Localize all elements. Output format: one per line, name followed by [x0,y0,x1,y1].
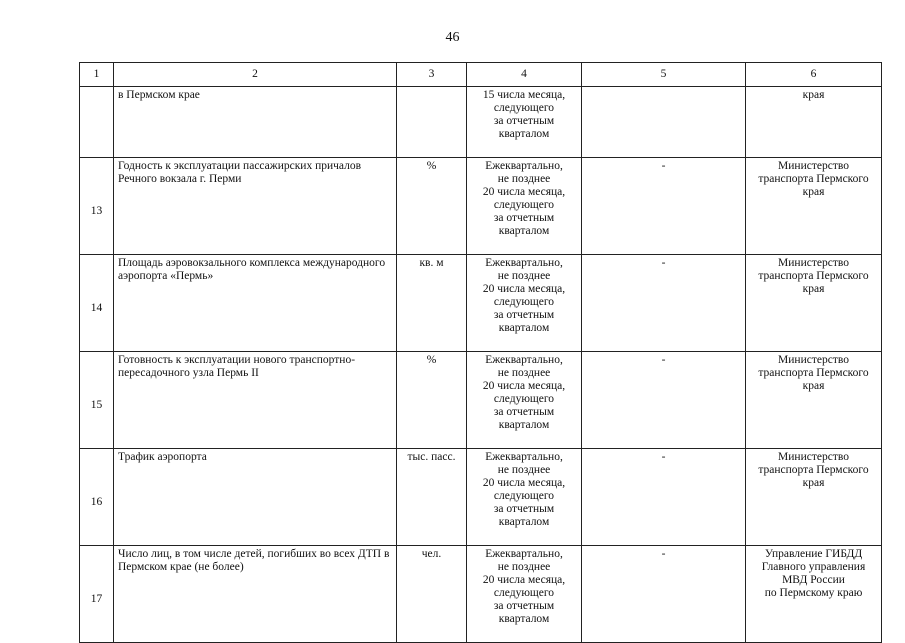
responsible-body-line: транспорта Пермского [758,367,869,379]
reporting-period-line: кварталом [498,322,550,334]
reporting-period [467,352,582,449]
reporting-period-line: не позднее [497,464,551,476]
reporting-period-line: кварталом [498,128,550,140]
reporting-period-line: следующего [493,587,555,599]
indicator-name: Годность к эксплуатации пассажирских причалов Речного вокзала г. Перми [114,158,397,255]
responsible-body-line: Главного управления [761,561,866,573]
reporting-period-line: 20 числа месяца, [482,574,566,586]
column-5-value: - [582,449,746,546]
responsible-body-line: Министерство [778,160,849,172]
row-number: 17 [80,546,114,643]
reporting-period [467,158,582,255]
reporting-period [467,87,582,158]
indicator-name: Готовность к эксплуатации нового транспортно-пересадочного узла Пермь II [114,352,397,449]
column-5-value: - [582,158,746,255]
responsible-body [746,87,882,158]
column-5-value [582,87,746,158]
reporting-period-line: за отчетным [493,309,555,321]
responsible-body [746,255,882,352]
responsible-body [746,352,882,449]
responsible-body-line: Управление ГИБДД [764,548,863,560]
reporting-period-line: за отчетным [493,406,555,418]
row-number: 13 [80,158,114,255]
table-row [80,255,882,352]
reporting-period-line: следующего [493,199,555,211]
column-5-value: - [582,352,746,449]
responsible-body-line: края [802,380,825,392]
unit-of-measure: % [397,352,467,449]
table-row [80,546,882,643]
unit-of-measure [397,87,467,158]
responsible-body-line: Министерство [778,451,849,463]
reporting-period-line: следующего [493,296,555,308]
reporting-period [467,255,582,352]
table-row [80,449,882,546]
responsible-body-line: МВД России [782,574,845,586]
responsible-body-line: по Пермскому краю [764,587,863,599]
responsible-body-line: транспорта Пермского [758,270,869,282]
column-header-row [80,63,882,87]
reporting-period-line: за отчетным [493,212,555,224]
reporting-period-line: следующего [493,393,555,405]
reporting-period-line: 20 числа месяца, [482,283,566,295]
indicator-name: в Пермском крае [114,87,397,158]
column-header: 2 [114,63,397,87]
reporting-period-line: кварталом [498,516,550,528]
column-5-value: - [582,546,746,643]
responsible-body-line: Министерство [778,354,849,366]
table-row [80,158,882,255]
responsible-body [746,546,882,643]
reporting-period-line: следующего [493,490,555,502]
unit-of-measure: чел. [397,546,467,643]
indicators-table [79,62,882,643]
reporting-period-line: не позднее [497,173,551,185]
responsible-body-line: края [802,89,825,101]
responsible-body-line: транспорта Пермского [758,173,869,185]
row-number: 16 [80,449,114,546]
reporting-period-line: Ежеквартально, [485,548,563,560]
reporting-period-line: 20 числа месяца, [482,380,566,392]
reporting-period-line: за отчетным [493,600,555,612]
column-header: 1 [80,63,114,87]
column-header: 4 [467,63,582,87]
reporting-period-line: за отчетным [493,503,555,515]
row-number [80,87,114,158]
indicator-name: Площадь аэровокзального комплекса международного аэропорта «Пермь» [114,255,397,352]
row-number: 15 [80,352,114,449]
unit-of-measure: % [397,158,467,255]
reporting-period-line: не позднее [497,367,551,379]
reporting-period-line: Ежеквартально, [485,257,563,269]
unit-of-measure: тыс. пасс. [397,449,467,546]
row-number: 14 [80,255,114,352]
responsible-body [746,449,882,546]
reporting-period-line: за отчетным [493,115,555,127]
column-header: 5 [582,63,746,87]
table-row [80,352,882,449]
reporting-period-line: не позднее [497,270,551,282]
column-header: 6 [746,63,882,87]
unit-of-measure: кв. м [397,255,467,352]
reporting-period-line: 20 числа месяца, [482,186,566,198]
reporting-period [467,546,582,643]
table-row [80,87,882,158]
indicator-name: Число лиц, в том числе детей, погибших во всех ДТП в Пермском крае (не более) [114,546,397,643]
reporting-period-line: Ежеквартально, [485,451,563,463]
responsible-body-line: транспорта Пермского [758,464,869,476]
indicator-name: Трафик аэропорта [114,449,397,546]
reporting-period-line: 20 числа месяца, [482,477,566,489]
responsible-body-line: Министерство [778,257,849,269]
column-header: 3 [397,63,467,87]
reporting-period-line: следующего [493,102,555,114]
reporting-period-line: Ежеквартально, [485,354,563,366]
reporting-period-line: кварталом [498,613,550,625]
page-number: 46 [445,30,460,45]
column-5-value: - [582,255,746,352]
responsible-body-line: края [802,283,825,295]
reporting-period-line: Ежеквартально, [485,160,563,172]
responsible-body [746,158,882,255]
responsible-body-line: края [802,477,825,489]
reporting-period-line: кварталом [498,419,550,431]
reporting-period-line: не позднее [497,561,551,573]
reporting-period [467,449,582,546]
responsible-body-line: края [802,186,825,198]
reporting-period-line: кварталом [498,225,550,237]
reporting-period-line: 15 числа месяца, [482,89,566,101]
